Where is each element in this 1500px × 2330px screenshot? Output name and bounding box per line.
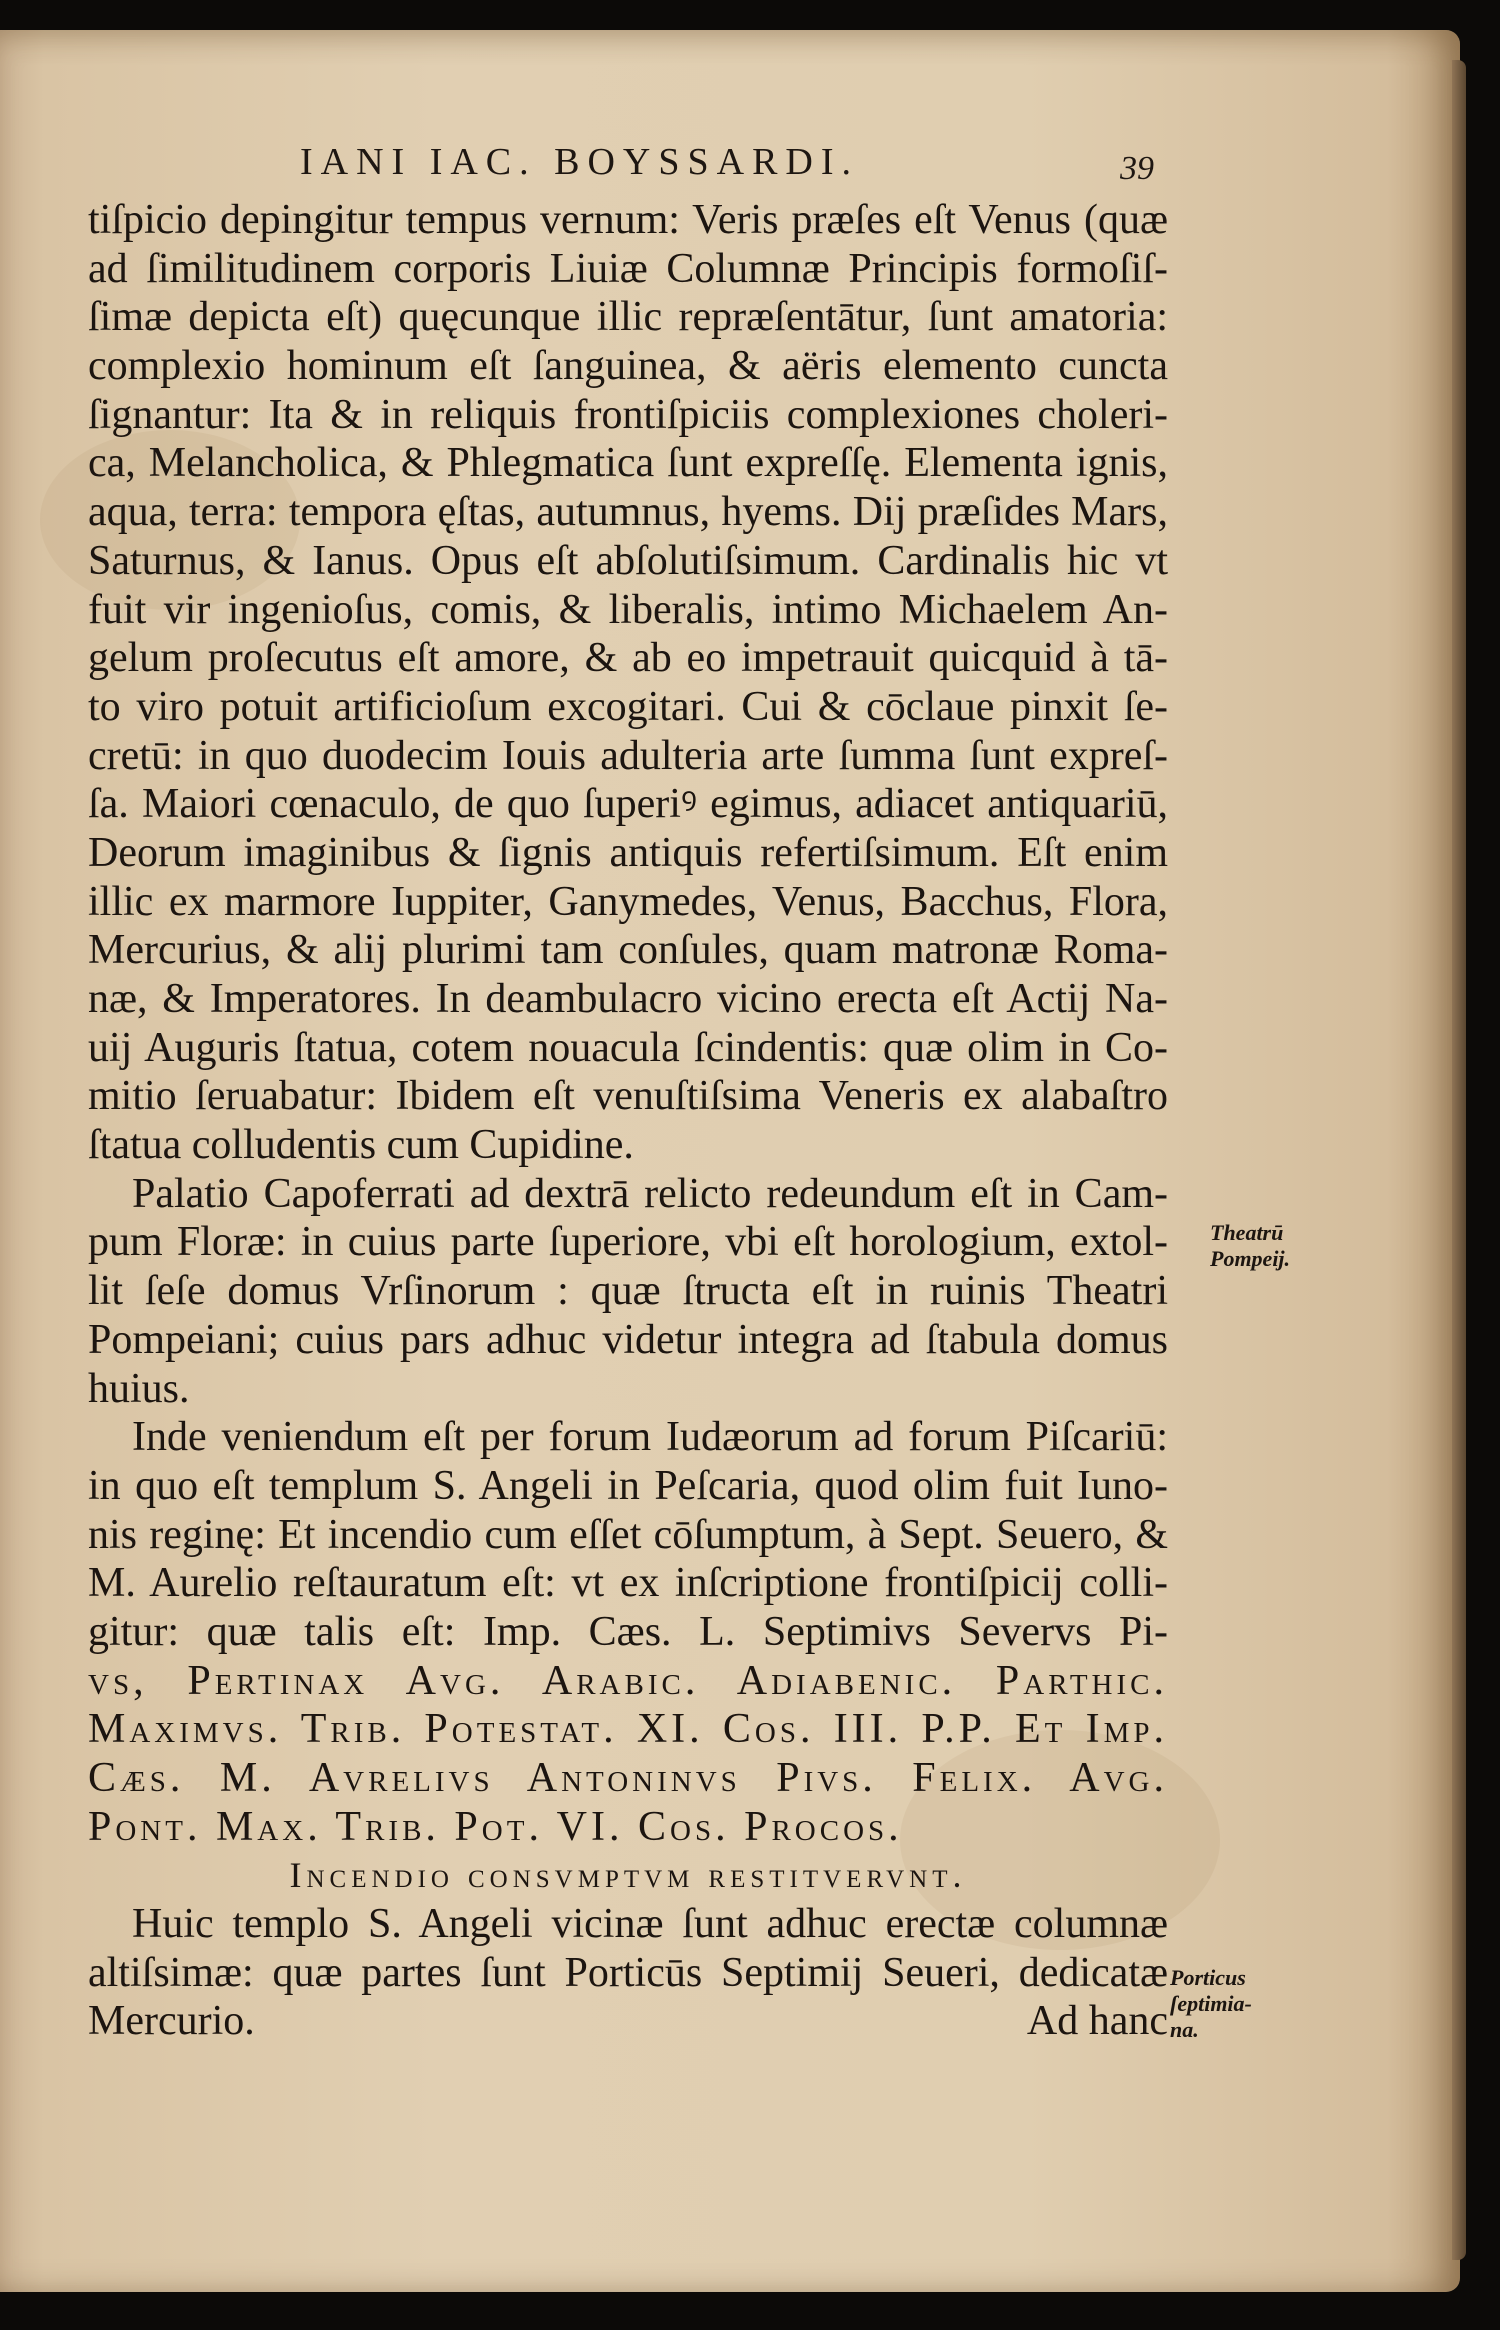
page-edge bbox=[1452, 60, 1466, 2260]
catchword: Ad hanc bbox=[1026, 1998, 1168, 2045]
last-line-text: Mercurio. bbox=[88, 1998, 255, 2045]
text-line: gitur: quæ talis eſt: Imp. Cæs. L. Septimivs Severvs Pi- bbox=[88, 1608, 1168, 1655]
text-line: næ, & Imperatores. In deambulacro vicino erecta eſt Actij Na- bbox=[88, 976, 1168, 1022]
text-line: Pont. Max. Trib. Pot. VI. Cos. Procos. bbox=[88, 1803, 903, 1850]
text-line bbox=[88, 1997, 1168, 2046]
text-line: mitio ſeruabatur: Ibidem eſt venuſtiſsima Veneris ex alabaſtro bbox=[88, 1073, 1168, 1120]
text-line: pum Floræ: in cuius parte ſuperiore, vbi eſt horologium, extol- bbox=[88, 1219, 1168, 1266]
text-line: ca, Melancholica, & Phlegmatica ſunt expreſſę. Elementa ignis, bbox=[88, 440, 1168, 487]
text-line: ad ſimilitudinem corporis Liuiæ Columnæ Principis formoſiſ- bbox=[88, 245, 1168, 292]
text-line: tiſpicio depingitur tempus vernum: Veris præſes eſt Venus (quæ bbox=[88, 197, 1168, 243]
text-line: altiſsimæ: quæ partes ſunt Porticūs Septimij Seueri, dedicatæ bbox=[88, 1949, 1168, 1996]
text-line: Palatio Capoferrati ad dextrā relicto redeundum eſt in Cam- bbox=[132, 1170, 1168, 1217]
text-line: illic ex marmore Iuppiter, Ganymedes, Venus, Bacchus, Flora, bbox=[88, 878, 1168, 925]
running-title: IANI IAC. BOYSSARDI. bbox=[300, 141, 860, 183]
inscription-line: Incendio consvmptvm restitvervnt. bbox=[289, 1855, 967, 1896]
text-line: Huic templo S. Angeli vicinæ ſunt adhuc erectæ columnæ bbox=[132, 1901, 1168, 1948]
text-line: Inde veniendum eſt per forum Iudæorum ad forum Piſcariū: bbox=[132, 1414, 1168, 1461]
text-line: cretū: in quo duodecim Iouis adulteria arte ſumma ſunt expreſ- bbox=[88, 732, 1168, 779]
text-line: ſignantur: Ita & in reliquis frontiſpiciis complexiones choleri- bbox=[88, 391, 1168, 438]
text-line: ſimæ depicta eſt) quęcunque illic repræſentātur, ſunt amatoria: bbox=[88, 294, 1168, 341]
text-line: fuit vir ingenioſus, comis, & liberalis, intimo Michaelem An- bbox=[88, 586, 1168, 633]
text-line: lit ſeſe domus Vrſinorum : quæ ſtructa eſt in ruinis Theatri bbox=[88, 1268, 1168, 1315]
text-line: Maximvs. Trib. Potestat. XI. Cos. III. P.P. Et Imp. bbox=[88, 1706, 1168, 1753]
body-text bbox=[88, 196, 1168, 2046]
page-number: 39 bbox=[1120, 150, 1154, 187]
text-line: huius. bbox=[88, 1365, 190, 1412]
text-line: aqua, terra: tempora ęſtas, autumnus, hyems. Dij præſides Mars, bbox=[88, 489, 1168, 536]
text-line: M. Aurelio reſtauratum eſt: vt ex inſcriptione frontiſpicij colli- bbox=[88, 1560, 1168, 1607]
text-line: ſa. Maiori cœnaculo, de quo ſuperiꝰ egimus, adiacet antiquariū, bbox=[88, 781, 1168, 828]
text-line: uij Auguris ſtatua, cotem nouacula ſcindentis: quæ olim in Co- bbox=[88, 1024, 1168, 1071]
text-line: complexio hominum eſt ſanguinea, & aëris elemento cuncta bbox=[88, 343, 1168, 390]
text-line: to viro potuit artificioſum excogitari. Cui & cōclaue pinxit ſe- bbox=[88, 683, 1168, 730]
text-line: Mercurius, & alij plurimi tam conſules, quam matronæ Roma- bbox=[88, 927, 1168, 974]
text-line: Cæs. M. Avrelivs Antoninvs Pivs. Felix. Avg. bbox=[88, 1755, 1168, 1801]
text-line: gelum proſecutus eſt amore, & ab eo impetrauit quicquid à tā- bbox=[88, 635, 1168, 682]
text-line: Saturnus, & Ianus. Opus eſt abſolutiſsimum. Cardinalis hic vt bbox=[88, 537, 1168, 584]
text-line: nis reginę: Et incendio cum eſſet cōſumptum, à Sept. Seuero, & bbox=[88, 1511, 1168, 1558]
text-line: in quo eſt templum S. Angeli in Peſcaria, quod olim fuit Iuno- bbox=[88, 1462, 1168, 1509]
text-line: Deorum imaginibus & ſignis antiquis refertiſsimum. Eſt enim bbox=[88, 829, 1168, 876]
text-line: ſtatua colludentis cum Cupidine. bbox=[88, 1122, 634, 1169]
margin-note: Porticus ſeptimia-na. bbox=[1170, 1965, 1252, 2042]
text-line: Pompeiani; cuius pars adhuc videtur integra ad ſtabula domus bbox=[88, 1316, 1168, 1363]
margin-note: Theatrū Pompeij. bbox=[1210, 1220, 1291, 1271]
text-line: vs, Pertinax Avg. Arabic. Adiabenic. Parthic. bbox=[88, 1657, 1168, 1704]
